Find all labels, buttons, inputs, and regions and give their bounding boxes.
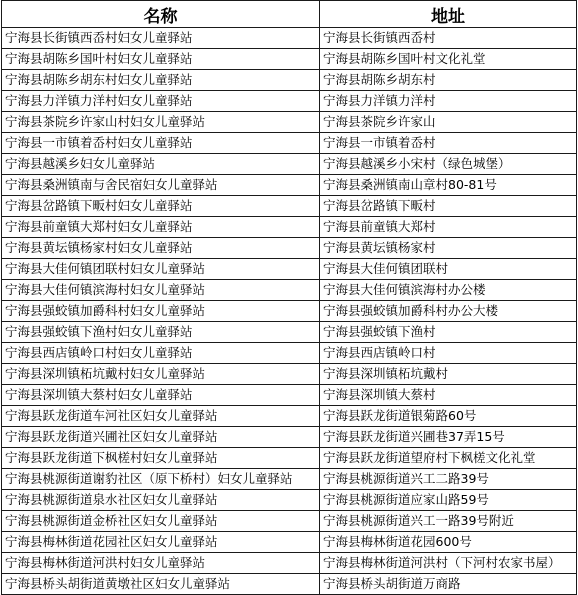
table-row bbox=[2, 511, 577, 532]
station-name-cell[interactable]: 宁海县西店镇岭口村妇女儿童驿站 bbox=[2, 343, 320, 364]
station-address-cell[interactable]: 宁海县茶院乡许家山 bbox=[320, 112, 577, 133]
station-name-cell[interactable]: 宁海县深圳镇柘坑戴村妇女儿童驿站 bbox=[2, 364, 320, 385]
station-name-cell[interactable]: 宁海县长街镇西岙村妇女儿童驿站 bbox=[2, 28, 320, 49]
station-name-cell[interactable]: 宁海县胡陈乡国叶村妇女儿童驿站 bbox=[2, 49, 320, 70]
station-name-cell[interactable]: 宁海县桃源街道金桥社区妇女儿童驿站 bbox=[2, 511, 320, 532]
table-row bbox=[2, 196, 577, 217]
station-name-cell[interactable]: 宁海县桃源街道泉水社区妇女儿童驿站 bbox=[2, 490, 320, 511]
table-row bbox=[2, 385, 577, 406]
table-row bbox=[2, 406, 577, 427]
station-address-cell[interactable]: 宁海县胡陈乡胡东村 bbox=[320, 70, 577, 91]
table-row bbox=[2, 553, 577, 574]
station-address-cell[interactable]: 宁海县桃源街道应家山路59号 bbox=[320, 490, 577, 511]
station-address-cell[interactable]: 宁海县大佳何镇团联村 bbox=[320, 259, 577, 280]
station-name-cell[interactable]: 宁海县胡陈乡胡东村妇女儿童驿站 bbox=[2, 70, 320, 91]
table-row bbox=[2, 448, 577, 469]
station-name-cell[interactable]: 宁海县跃龙街道下枫槎村妇女儿童驿站 bbox=[2, 448, 320, 469]
table-row bbox=[2, 322, 577, 343]
table-row bbox=[2, 217, 577, 238]
station-address-cell[interactable]: 宁海县黄坛镇杨家村 bbox=[320, 238, 577, 259]
station-name-cell[interactable]: 宁海县前童镇大郑村妇女儿童驿站 bbox=[2, 217, 320, 238]
station-name-cell[interactable]: 宁海县跃龙街道车河社区妇女儿童驿站 bbox=[2, 406, 320, 427]
station-name-cell[interactable]: 宁海县黄坛镇杨家村妇女儿童驿站 bbox=[2, 238, 320, 259]
table-row bbox=[2, 532, 577, 553]
station-address-cell[interactable]: 宁海县桥头胡街道万商路 bbox=[320, 574, 577, 595]
table-body bbox=[2, 28, 577, 595]
station-address-cell[interactable]: 宁海县西店镇岭口村 bbox=[320, 343, 577, 364]
table-row bbox=[2, 175, 577, 196]
table-row bbox=[2, 238, 577, 259]
station-table bbox=[1, 0, 577, 595]
table-row bbox=[2, 133, 577, 154]
table-row bbox=[2, 343, 577, 364]
station-address-cell[interactable]: 宁海县梅林街道河洪村（下河村农家书屋） bbox=[320, 553, 577, 574]
table-row bbox=[2, 259, 577, 280]
table-row bbox=[2, 49, 577, 70]
station-address-cell[interactable]: 宁海县深圳镇柘坑戴村 bbox=[320, 364, 577, 385]
station-address-cell[interactable]: 宁海县力洋镇力洋村 bbox=[320, 91, 577, 112]
table-row bbox=[2, 364, 577, 385]
station-address-cell[interactable]: 宁海县前童镇大郑村 bbox=[320, 217, 577, 238]
table-row bbox=[2, 112, 577, 133]
station-name-cell[interactable]: 宁海县梅林街道花园社区妇女儿童驿站 bbox=[2, 532, 320, 553]
table-row bbox=[2, 469, 577, 490]
station-address-cell[interactable]: 宁海县大佳何镇滨海村办公楼 bbox=[320, 280, 577, 301]
station-name-cell[interactable]: 宁海县跃龙街道兴圃社区妇女儿童驿站 bbox=[2, 427, 320, 448]
station-name-cell[interactable]: 宁海县桑洲镇南与舍民宿妇女儿童驿站 bbox=[2, 175, 320, 196]
station-name-cell[interactable]: 宁海县梅林街道河洪村妇女儿童驿站 bbox=[2, 553, 320, 574]
station-name-cell[interactable]: 宁海县大佳何镇滨海村妇女儿童驿站 bbox=[2, 280, 320, 301]
table-row bbox=[2, 427, 577, 448]
station-address-cell[interactable]: 宁海县一市镇着岙村 bbox=[320, 133, 577, 154]
station-address-cell[interactable]: 宁海县跃龙街道望府村下枫槎文化礼堂 bbox=[320, 448, 577, 469]
column-header-name[interactable]: 名称 bbox=[2, 1, 320, 28]
table-row bbox=[2, 490, 577, 511]
table-row bbox=[2, 574, 577, 595]
station-address-cell[interactable]: 宁海县桑洲镇南山章村80-81号 bbox=[320, 175, 577, 196]
station-address-cell[interactable]: 宁海县越溪乡小宋村（绿色城堡） bbox=[320, 154, 577, 175]
station-name-cell[interactable]: 宁海县力洋镇力洋村妇女儿童驿站 bbox=[2, 91, 320, 112]
table-row bbox=[2, 154, 577, 175]
station-address-cell[interactable]: 宁海县跃龙街道兴圃巷37弄15号 bbox=[320, 427, 577, 448]
station-name-cell[interactable]: 宁海县强蛟镇加爵科村妇女儿童驿站 bbox=[2, 301, 320, 322]
station-address-cell[interactable]: 宁海县强蛟镇加爵科村办公大楼 bbox=[320, 301, 577, 322]
station-name-cell[interactable]: 宁海县桃源街道谢豹社区（原下桥村）妇女儿童驿站 bbox=[2, 469, 320, 490]
station-name-cell[interactable]: 宁海县一市镇着岙村妇女儿童驿站 bbox=[2, 133, 320, 154]
station-name-cell[interactable]: 宁海县岔路镇下畈村妇女儿童驿站 bbox=[2, 196, 320, 217]
station-address-cell[interactable]: 宁海县梅林街道花园600号 bbox=[320, 532, 577, 553]
station-name-cell[interactable]: 宁海县深圳镇大蔡村妇女儿童驿站 bbox=[2, 385, 320, 406]
header-row bbox=[2, 1, 577, 28]
station-address-cell[interactable]: 宁海县胡陈乡国叶村文化礼堂 bbox=[320, 49, 577, 70]
station-address-cell[interactable]: 宁海县桃源街道兴工一路39号附近 bbox=[320, 511, 577, 532]
table-row bbox=[2, 280, 577, 301]
table-row bbox=[2, 301, 577, 322]
station-name-cell[interactable]: 宁海县越溪乡妇女儿童驿站 bbox=[2, 154, 320, 175]
station-address-cell[interactable]: 宁海县岔路镇下畈村 bbox=[320, 196, 577, 217]
station-name-cell[interactable]: 宁海县强蛟镇下渔村妇女儿童驿站 bbox=[2, 322, 320, 343]
station-address-cell[interactable]: 宁海县桃源街道兴工二路39号 bbox=[320, 469, 577, 490]
table-row bbox=[2, 91, 577, 112]
station-name-cell[interactable]: 宁海县茶院乡许家山村妇女儿童驿站 bbox=[2, 112, 320, 133]
station-address-cell[interactable]: 宁海县跃龙街道银菊路60号 bbox=[320, 406, 577, 427]
column-header-address[interactable]: 地址 bbox=[320, 1, 577, 28]
station-address-cell[interactable]: 宁海县长街镇西岙村 bbox=[320, 28, 577, 49]
table-row bbox=[2, 28, 577, 49]
station-name-cell[interactable]: 宁海县大佳何镇团联村妇女儿童驿站 bbox=[2, 259, 320, 280]
station-name-cell[interactable]: 宁海县桥头胡街道黄墩社区妇女儿童驿站 bbox=[2, 574, 320, 595]
station-address-cell[interactable]: 宁海县深圳镇大蔡村 bbox=[320, 385, 577, 406]
station-address-cell[interactable]: 宁海县强蛟镇下渔村 bbox=[320, 322, 577, 343]
table-row bbox=[2, 70, 577, 91]
